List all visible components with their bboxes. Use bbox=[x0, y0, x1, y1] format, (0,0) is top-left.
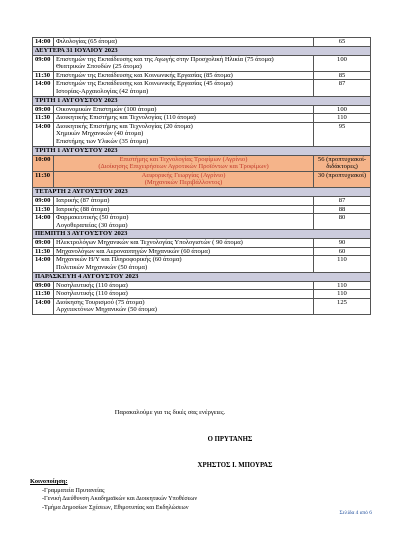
day-header-row bbox=[33, 187, 371, 196]
distribution-item: -Γραμματεία Πρυτανείας bbox=[42, 487, 105, 494]
department-line: Ηλεκτρολόγων Μηχανικών και Τεχνολογίας Υπολογιστών ( 90 άτομα) bbox=[56, 239, 243, 247]
department-line: Ιατρικής (87 άτομα) bbox=[56, 196, 110, 204]
department-cell bbox=[54, 155, 314, 171]
department-line: Οικονομικών Επιστημών (100 άτομα) bbox=[56, 105, 157, 113]
schedule-row bbox=[33, 196, 371, 205]
department-line: Μηχανολόγων και Αεροναυπηγών Μηχανικών (60 άτομα) bbox=[56, 247, 211, 255]
attendee-count-cell: 80 bbox=[314, 214, 371, 230]
attendee-count-cell: 100 bbox=[314, 105, 371, 114]
time-cell: 14:00 bbox=[33, 256, 54, 272]
department-cell bbox=[54, 171, 314, 187]
day-label: ΔΕΥΤΕΡΑ 31 ΙΟΥΛΙΟΥ 2023 bbox=[33, 46, 371, 55]
department-line: Φιλολογίας (65 άτομα) bbox=[56, 38, 118, 45]
signature-title: Ο ΠΡΥΤΑΝΗΣ bbox=[207, 436, 253, 443]
page-number: Σελίδα 4 από 6 bbox=[339, 510, 372, 516]
attendee-count-cell: 87 bbox=[314, 80, 371, 96]
signature-name: ΧΡΗΣΤΟΣ Ι. ΜΠΟΥΡΑΣ bbox=[197, 462, 273, 469]
department-cell bbox=[54, 298, 314, 314]
day-header-row bbox=[33, 96, 371, 105]
time-cell: 11:30 bbox=[33, 290, 54, 299]
department-cell bbox=[54, 38, 314, 47]
time-cell: 11:30 bbox=[33, 114, 54, 123]
schedule-row bbox=[33, 71, 371, 80]
department-cell bbox=[54, 71, 314, 80]
time-cell: 11:30 bbox=[33, 205, 54, 214]
schedule-row bbox=[33, 38, 371, 47]
time-cell: 10:00 bbox=[33, 155, 54, 171]
time-cell: 14:00 bbox=[33, 214, 54, 230]
schedule-row bbox=[33, 281, 371, 290]
attendee-count-cell: 100 bbox=[314, 55, 371, 71]
attendee-count-cell: 95 bbox=[314, 122, 371, 146]
department-cell bbox=[54, 247, 314, 256]
department-cell bbox=[54, 80, 314, 96]
request-note: Παρακαλούμε για τις δικές σας ενέργειες. bbox=[114, 409, 226, 416]
department-line: Διοίκησης Τουρισμού (75 άτομα) bbox=[56, 298, 145, 306]
department-cell bbox=[54, 239, 314, 248]
attendee-count-cell: 90 bbox=[314, 239, 371, 248]
department-line: Επιστημών της Εκπαίδευσης και Κοινωνικής Εργασίας (85 άτομα) bbox=[56, 71, 233, 79]
department-line: (Μηχανικών Περιβάλλοντος) bbox=[144, 179, 223, 187]
department-line: Νοσηλευτικής (110 άτομα) bbox=[56, 290, 128, 298]
department-line: Πολιτικών Μηχανικών (50 άτομα) bbox=[56, 264, 148, 272]
department-cell bbox=[54, 55, 314, 71]
department-cell bbox=[54, 114, 314, 123]
schedule-row bbox=[33, 122, 371, 146]
schedule-row bbox=[33, 205, 371, 214]
schedule-row bbox=[33, 298, 371, 314]
department-line: Φαρμακευτικής (50 άτομα) bbox=[56, 214, 129, 222]
day-label: ΤΕΤΑΡΤΗ 2 ΑΥΓΟΥΣΤΟΥ 2023 bbox=[33, 187, 371, 196]
schedule-row bbox=[33, 214, 371, 230]
department-line: Ιστορίας-Αρχαιολογίας (42 άτομα) bbox=[56, 87, 149, 95]
attendee-count-cell: 85 bbox=[314, 71, 371, 80]
time-cell: 09:00 bbox=[33, 196, 54, 205]
department-line: Μηχανικών Η/Υ και Πληροφορικής (60 άτομα) bbox=[56, 256, 182, 264]
attendee-count-cell: 30 (προπτυχιακοί) bbox=[314, 171, 371, 187]
department-cell bbox=[54, 105, 314, 114]
department-line: Αρχιτεκτόνων Μηχανικών (50 άτομα) bbox=[56, 306, 157, 314]
schedule-row bbox=[33, 290, 371, 299]
day-label: ΠΑΡΑΣΚΕΥΗ 4 ΑΥΓΟΥΣΤΟΥ 2023 bbox=[33, 272, 371, 281]
department-line: Διοικητικής Επιστήμης και Τεχνολογίας (20 άτομα) bbox=[56, 122, 193, 130]
department-line: Λογοθεραπείας (30 άτομα) bbox=[56, 221, 128, 229]
attendee-count-cell: 88 bbox=[314, 205, 371, 214]
schedule-row bbox=[33, 256, 371, 272]
department-line: (Διοίκησης Επιχειρήσεων Αγροτικών Προϊόντων και Τροφίμων) bbox=[98, 163, 269, 171]
time-cell: 11:30 bbox=[33, 171, 54, 187]
distribution-list bbox=[42, 487, 197, 512]
department-line: Επιστημών της Εκπαίδευσης και της Αγωγής στην Προσχολική Ηλικία (75 άτομα) bbox=[56, 55, 274, 63]
schedule-row bbox=[33, 80, 371, 96]
distribution-title: Κοινοποίηση: bbox=[30, 478, 68, 485]
attendee-count-cell: 60 bbox=[314, 247, 371, 256]
department-cell bbox=[54, 196, 314, 205]
department-cell bbox=[54, 281, 314, 290]
day-header-row bbox=[33, 230, 371, 239]
attendee-count-cell: 110 bbox=[314, 114, 371, 123]
time-cell: 14:00 bbox=[33, 80, 54, 96]
department-line: Διοικητικής Επιστήμης και Τεχνολογίας (110 άτομα) bbox=[56, 114, 196, 122]
attendee-count-cell: 110 bbox=[314, 281, 371, 290]
time-cell: 09:00 bbox=[33, 105, 54, 114]
attendee-count-cell: 87 bbox=[314, 196, 371, 205]
time-cell: 09:00 bbox=[33, 55, 54, 71]
department-cell bbox=[54, 256, 314, 272]
department-cell bbox=[54, 122, 314, 146]
day-label: ΤΡΙΤΗ 1 ΑΥΓΟΥΣΤΟΥ 2023 bbox=[33, 96, 371, 105]
time-cell: 11:30 bbox=[33, 247, 54, 256]
department-line: Επιστήμης των Υλικών (35 άτομα) bbox=[56, 137, 149, 145]
day-header-row bbox=[33, 272, 371, 281]
attendee-count-cell: 65 bbox=[314, 38, 371, 47]
department-line: Ιατρικής (88 άτομα) bbox=[56, 205, 110, 213]
attendee-count-cell: 110 bbox=[314, 256, 371, 272]
distribution-item: -Γενική Διεύθυνση Ακαδημαϊκών και Διοικητικών Υποθέσεων bbox=[42, 495, 198, 503]
distribution-item: -Τμήμα Δημοσίων Σχέσεων, Εθιμοτυπίας και Εκδηλώσεων bbox=[42, 503, 189, 511]
time-cell: 14:00 bbox=[33, 298, 54, 314]
schedule-row bbox=[33, 105, 371, 114]
schedule-row bbox=[33, 114, 371, 123]
department-line: Επιστήμης και Τεχνολογίας Τροφίμων (Αγρίνιο) bbox=[119, 155, 248, 163]
time-cell: 14:00 bbox=[33, 122, 54, 146]
time-cell: 09:00 bbox=[33, 239, 54, 248]
schedule-row bbox=[33, 55, 371, 71]
attendee-count-cell: 56 (προπτυχιακοί-διδάκτορες) bbox=[314, 155, 371, 171]
time-cell: 11:30 bbox=[33, 71, 54, 80]
schedule-row bbox=[33, 155, 371, 171]
day-label: ΠΕΜΠΤΗ 3 ΑΥΓΟΥΣΤΟΥ 2023 bbox=[33, 230, 371, 239]
department-line: Θεατρικών Σπουδών (25 άτομα) bbox=[56, 63, 142, 71]
department-line: Επιστημών της Εκπαίδευσης και Κοινωνικής Εργασίας (45 άτομα) bbox=[56, 80, 233, 88]
schedule-row bbox=[33, 239, 371, 248]
attendee-count-cell: 125 bbox=[314, 298, 371, 314]
day-label: ΤΡΙΤΗ 1 ΑΥΓΟΥΣΤΟΥ 2023 bbox=[33, 146, 371, 155]
department-cell bbox=[54, 205, 314, 214]
time-cell: 09:00 bbox=[33, 281, 54, 290]
schedule-row bbox=[33, 247, 371, 256]
department-line: Αειφορικής Γεωργίας (Αγρίνιο) bbox=[141, 171, 226, 179]
day-header-row bbox=[33, 46, 371, 55]
department-cell bbox=[54, 214, 314, 230]
schedule-row bbox=[33, 171, 371, 187]
day-header-row bbox=[33, 146, 371, 155]
schedule-table bbox=[32, 37, 371, 315]
time-cell: 14:00 bbox=[33, 38, 54, 47]
department-line: Νοσηλευτικής (110 άτομα) bbox=[56, 281, 128, 289]
attendee-count-cell: 110 bbox=[314, 290, 371, 299]
department-cell bbox=[54, 290, 314, 299]
department-line: Χημικών Μηχανικών (40 άτομα) bbox=[56, 130, 144, 138]
